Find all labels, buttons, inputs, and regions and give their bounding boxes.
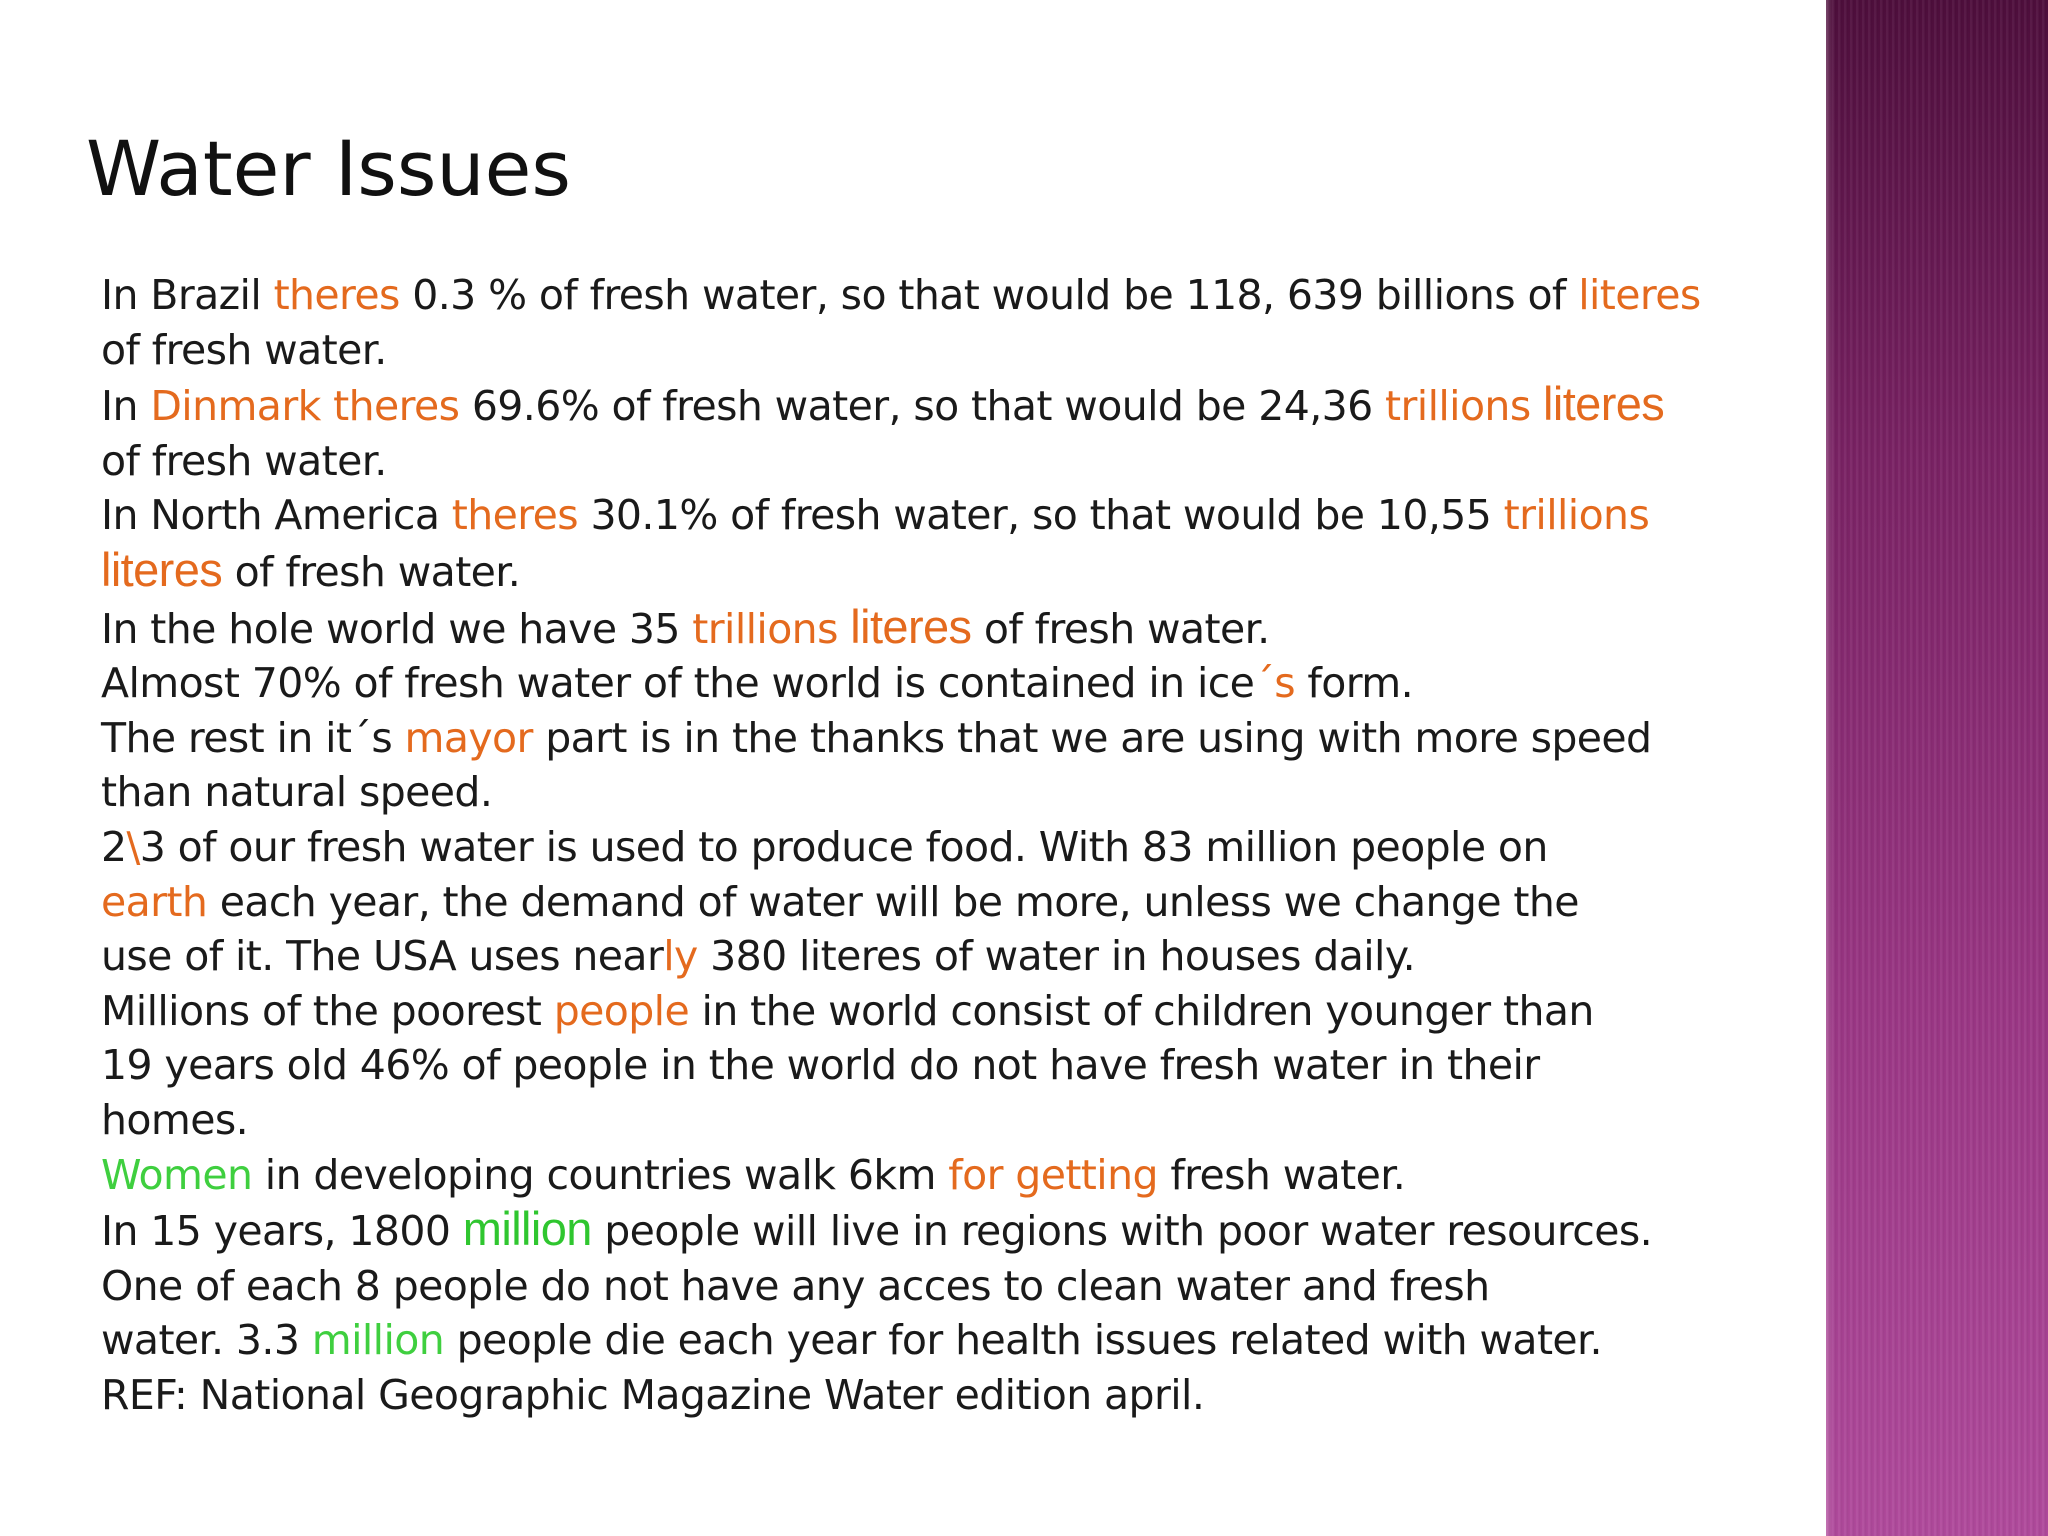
highlight-run: people [553,986,690,1035]
text-line [101,1148,1801,1203]
text-run: In 15 years, 1800 [101,1207,463,1256]
text-line [101,377,1801,434]
highlight-run: \ [126,822,140,871]
text-line [101,875,1801,930]
text-run: homes. [101,1095,249,1144]
highlight-run: trillions [692,604,851,653]
text-run: of fresh water. [971,604,1270,653]
highlight-run: literes [101,542,223,596]
highlight-run: for getting [948,1150,1158,1199]
text-run: people will live in regions with poor water resources. [591,1207,1653,1256]
text-run: In the hole world we have 35 [101,604,693,653]
highlight-run: Dinmark theres [150,382,460,431]
highlight-run: literes [850,599,972,653]
decorative-sidebar [1826,0,2048,1536]
text-line [101,1313,1801,1368]
text-run: form. [1294,659,1414,708]
text-run: 19 years old 46% of people in the world do not have fresh water in their [101,1041,1540,1090]
text-run: part is in the thanks that we are using with more speed [532,713,1652,762]
text-run: REF: National Geographic Magazine Water edition april. [101,1370,1205,1419]
text-line [101,323,1801,378]
text-run: In North America [101,491,452,540]
text-line [101,984,1801,1039]
text-run: of fresh water. [222,547,521,596]
text-run: of fresh water. [101,436,387,485]
text-run: One of each 8 people do not have any acces to clean water and fresh [101,1261,1490,1310]
text-run: people die each year for health issues related with water. [444,1316,1602,1365]
text-run: water. 3.3 [101,1316,312,1365]
text-run: in the world consist of children younger than [689,986,1594,1035]
text-run: 0.3 % of fresh water, so that would be 118, 639 billions of [399,271,1579,319]
slide-body-text [101,268,1801,1422]
highlight-run: ´s [1254,659,1295,708]
text-line [101,1259,1801,1314]
text-run: use of it. The USA uses near [101,932,664,981]
text-run: than natural speed. [101,768,493,817]
text-line [101,434,1801,489]
text-run: 380 literes of water in houses daily. [697,932,1416,981]
text-run: 2 [101,822,127,871]
text-line [101,820,1801,875]
text-line [101,1093,1801,1148]
text-run: each year, the demand of water will be more, unless we change the [207,877,1579,926]
highlight-run: trillions [1503,491,1650,540]
text-line [101,1202,1801,1259]
text-line [101,600,1801,657]
text-line [101,1368,1801,1423]
slide-title: Water Issues [86,124,571,213]
highlight-run: literes [1543,377,1665,431]
text-run: The rest in it´s [101,713,405,762]
highlight-run: million [462,1202,592,1256]
text-run: Almost 70% of fresh water of the world is contained in ice [101,659,1255,708]
highlight-run: theres [273,271,400,319]
highlight-run: mayor [404,713,533,762]
text-run: In [101,382,151,431]
text-run: In Brazil [101,271,274,319]
text-line [101,765,1801,820]
text-run: 69.6% of fresh water, so that would be 24,36 [459,382,1386,431]
text-line [101,268,1801,323]
text-run: 30.1% of fresh water, so that would be 10,55 [578,491,1504,540]
highlight-run: million [311,1316,445,1365]
highlight-run: trillions [1385,382,1544,431]
text-line [101,656,1801,711]
highlight-run: ly [663,932,698,981]
highlight-run: literes [1578,271,1701,319]
text-line [101,929,1801,984]
text-line [101,488,1801,543]
text-line [101,1038,1801,1093]
highlight-run: earth [101,877,208,926]
text-run: in developing countries walk 6km [252,1150,949,1199]
highlight-run: Women [101,1150,253,1199]
text-line [101,543,1801,600]
text-run: fresh water. [1157,1150,1406,1199]
text-line [101,711,1801,766]
text-run: Millions of the poorest [101,986,554,1035]
text-run: 3 of our fresh water is used to produce food. With 83 million people on [139,822,1548,871]
text-run: of fresh water. [101,325,387,374]
highlight-run: theres [451,491,579,540]
